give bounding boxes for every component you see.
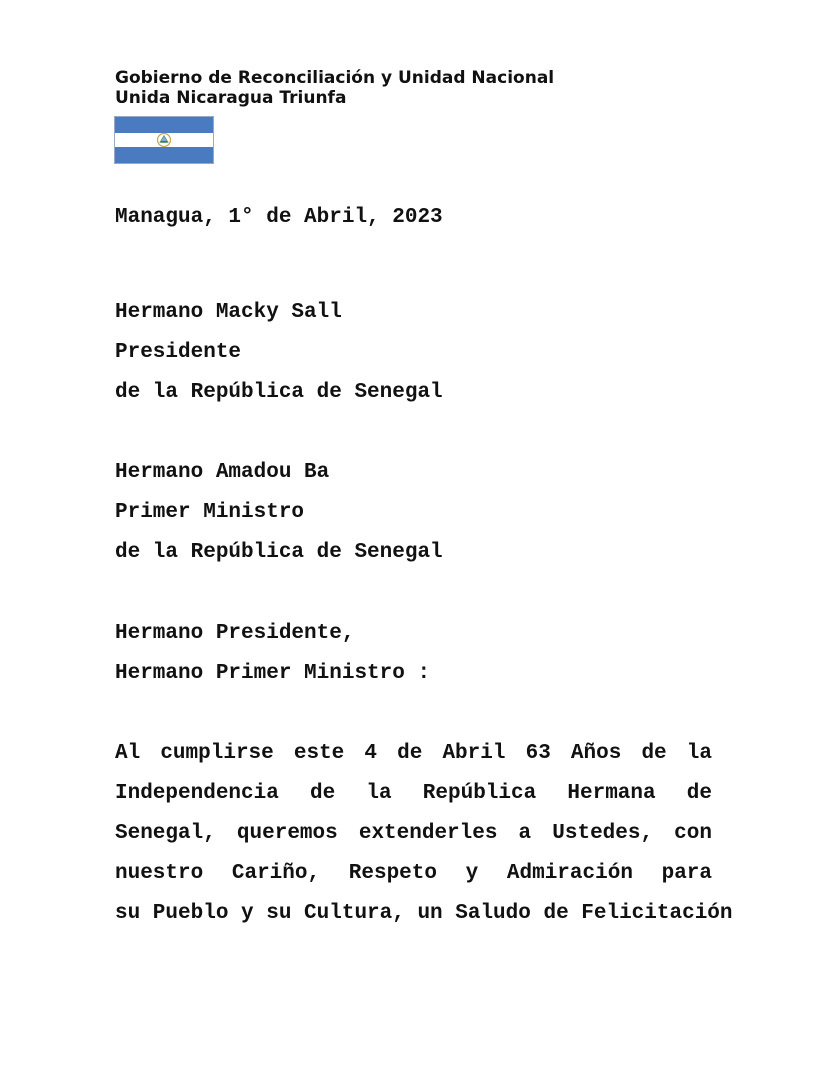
body-line: Al cumplirse este 4 de Abril 63 Años de la <box>115 742 712 765</box>
recipient-name: Hermano Amadou Ba <box>115 461 330 484</box>
salutation-line: Hermano Primer Ministro : <box>115 662 431 685</box>
body-line: Senegal, queremos extenderles a Ustedes, con <box>115 822 712 845</box>
letterhead-slogan: Unida Nicaragua Triunfa <box>115 88 347 108</box>
recipient-title: Primer Ministro <box>115 501 305 524</box>
recipient-title: Presidente <box>115 341 242 364</box>
letterhead-government: Gobierno de Reconciliación y Unidad Nacional <box>115 68 555 88</box>
body-line: nuestro Cariño, Respeto y Admiración para <box>115 862 712 885</box>
coat-of-arms-icon <box>156 132 172 148</box>
salutation-line: Hermano Presidente, <box>115 622 355 645</box>
flag-band-bottom <box>115 147 213 163</box>
body-line: su Pueblo y su Cultura, un Saludo de Felicitación <box>115 902 733 925</box>
nicaragua-flag-icon <box>114 116 214 164</box>
letterhead <box>115 68 554 108</box>
recipient-country: de la República de Senegal <box>115 381 443 404</box>
salutation <box>115 614 715 694</box>
recipient-prime-minister <box>115 453 715 573</box>
letter-date: Managua, 1° de Abril, 2023 <box>115 206 443 229</box>
recipient-president <box>115 293 715 413</box>
recipient-country: de la República de Senegal <box>115 541 443 564</box>
body-line: Independencia de la República Hermana de <box>115 782 712 805</box>
flag-band-top <box>115 117 213 133</box>
recipient-name: Hermano Macky Sall <box>115 301 342 324</box>
letter-body <box>115 734 733 934</box>
